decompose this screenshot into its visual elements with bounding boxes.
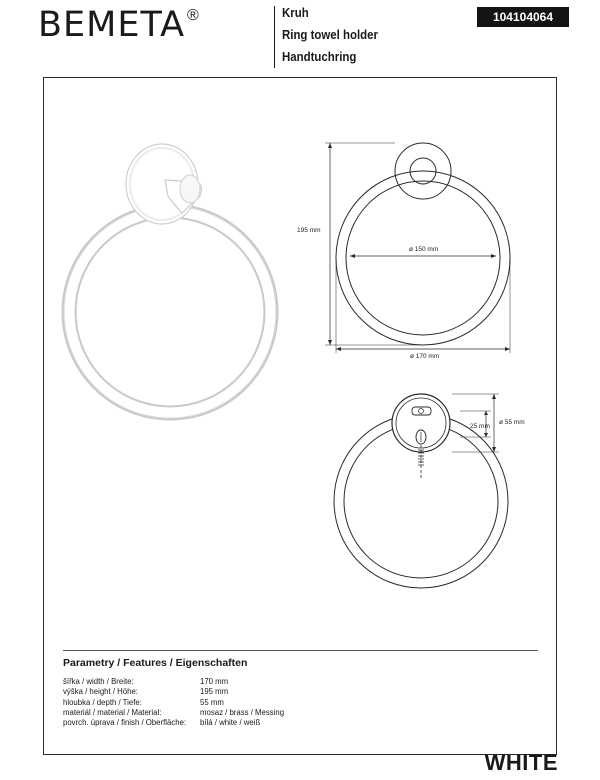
outer-diameter-label: ø 170 mm <box>410 353 440 360</box>
registered-mark: ® <box>187 7 199 24</box>
product-photo <box>64 144 276 418</box>
base-diameter-label: ø 55 mm <box>499 419 525 426</box>
spec-label: povrch. úprava / finish / Oberfläche: <box>63 718 187 728</box>
title-de: Handtuchring <box>282 49 357 64</box>
spec-value: 55 mm <box>200 697 224 707</box>
spec-row-height <box>63 687 538 697</box>
inner-diameter-label: ø 150 mm <box>409 246 439 253</box>
height-dim-label: 195 mm <box>297 227 321 234</box>
spec-label: materiál / material / Material: <box>63 707 162 717</box>
specs-title: Parametry / Features / Eigenschaften <box>63 657 248 669</box>
spec-label: hloubka / depth / Tiefe: <box>63 697 142 707</box>
spec-label: šířka / width / Breite: <box>63 677 134 686</box>
spec-row-finish <box>63 718 538 728</box>
offset-dim-label: 25 mm <box>470 423 490 430</box>
spec-value: bílá / white / weiß <box>200 718 261 728</box>
spec-value: 195 mm <box>200 687 229 697</box>
spec-row-material <box>63 708 538 718</box>
spec-value: mosaz / brass / Messing <box>200 707 285 717</box>
specs-section <box>63 650 538 728</box>
title-en: Ring towel holder <box>282 27 378 42</box>
spec-row-depth <box>63 698 538 708</box>
spec-label: výška / height / Höhe: <box>63 687 138 697</box>
finish-color-label: WHITE <box>484 750 558 775</box>
product-code-badge: 104104064 <box>477 7 569 27</box>
title-cz: Kruh <box>282 5 309 20</box>
spec-row-width <box>63 677 538 687</box>
spec-value: 170 mm <box>200 677 229 686</box>
brand-name: BEMETA <box>38 5 186 45</box>
